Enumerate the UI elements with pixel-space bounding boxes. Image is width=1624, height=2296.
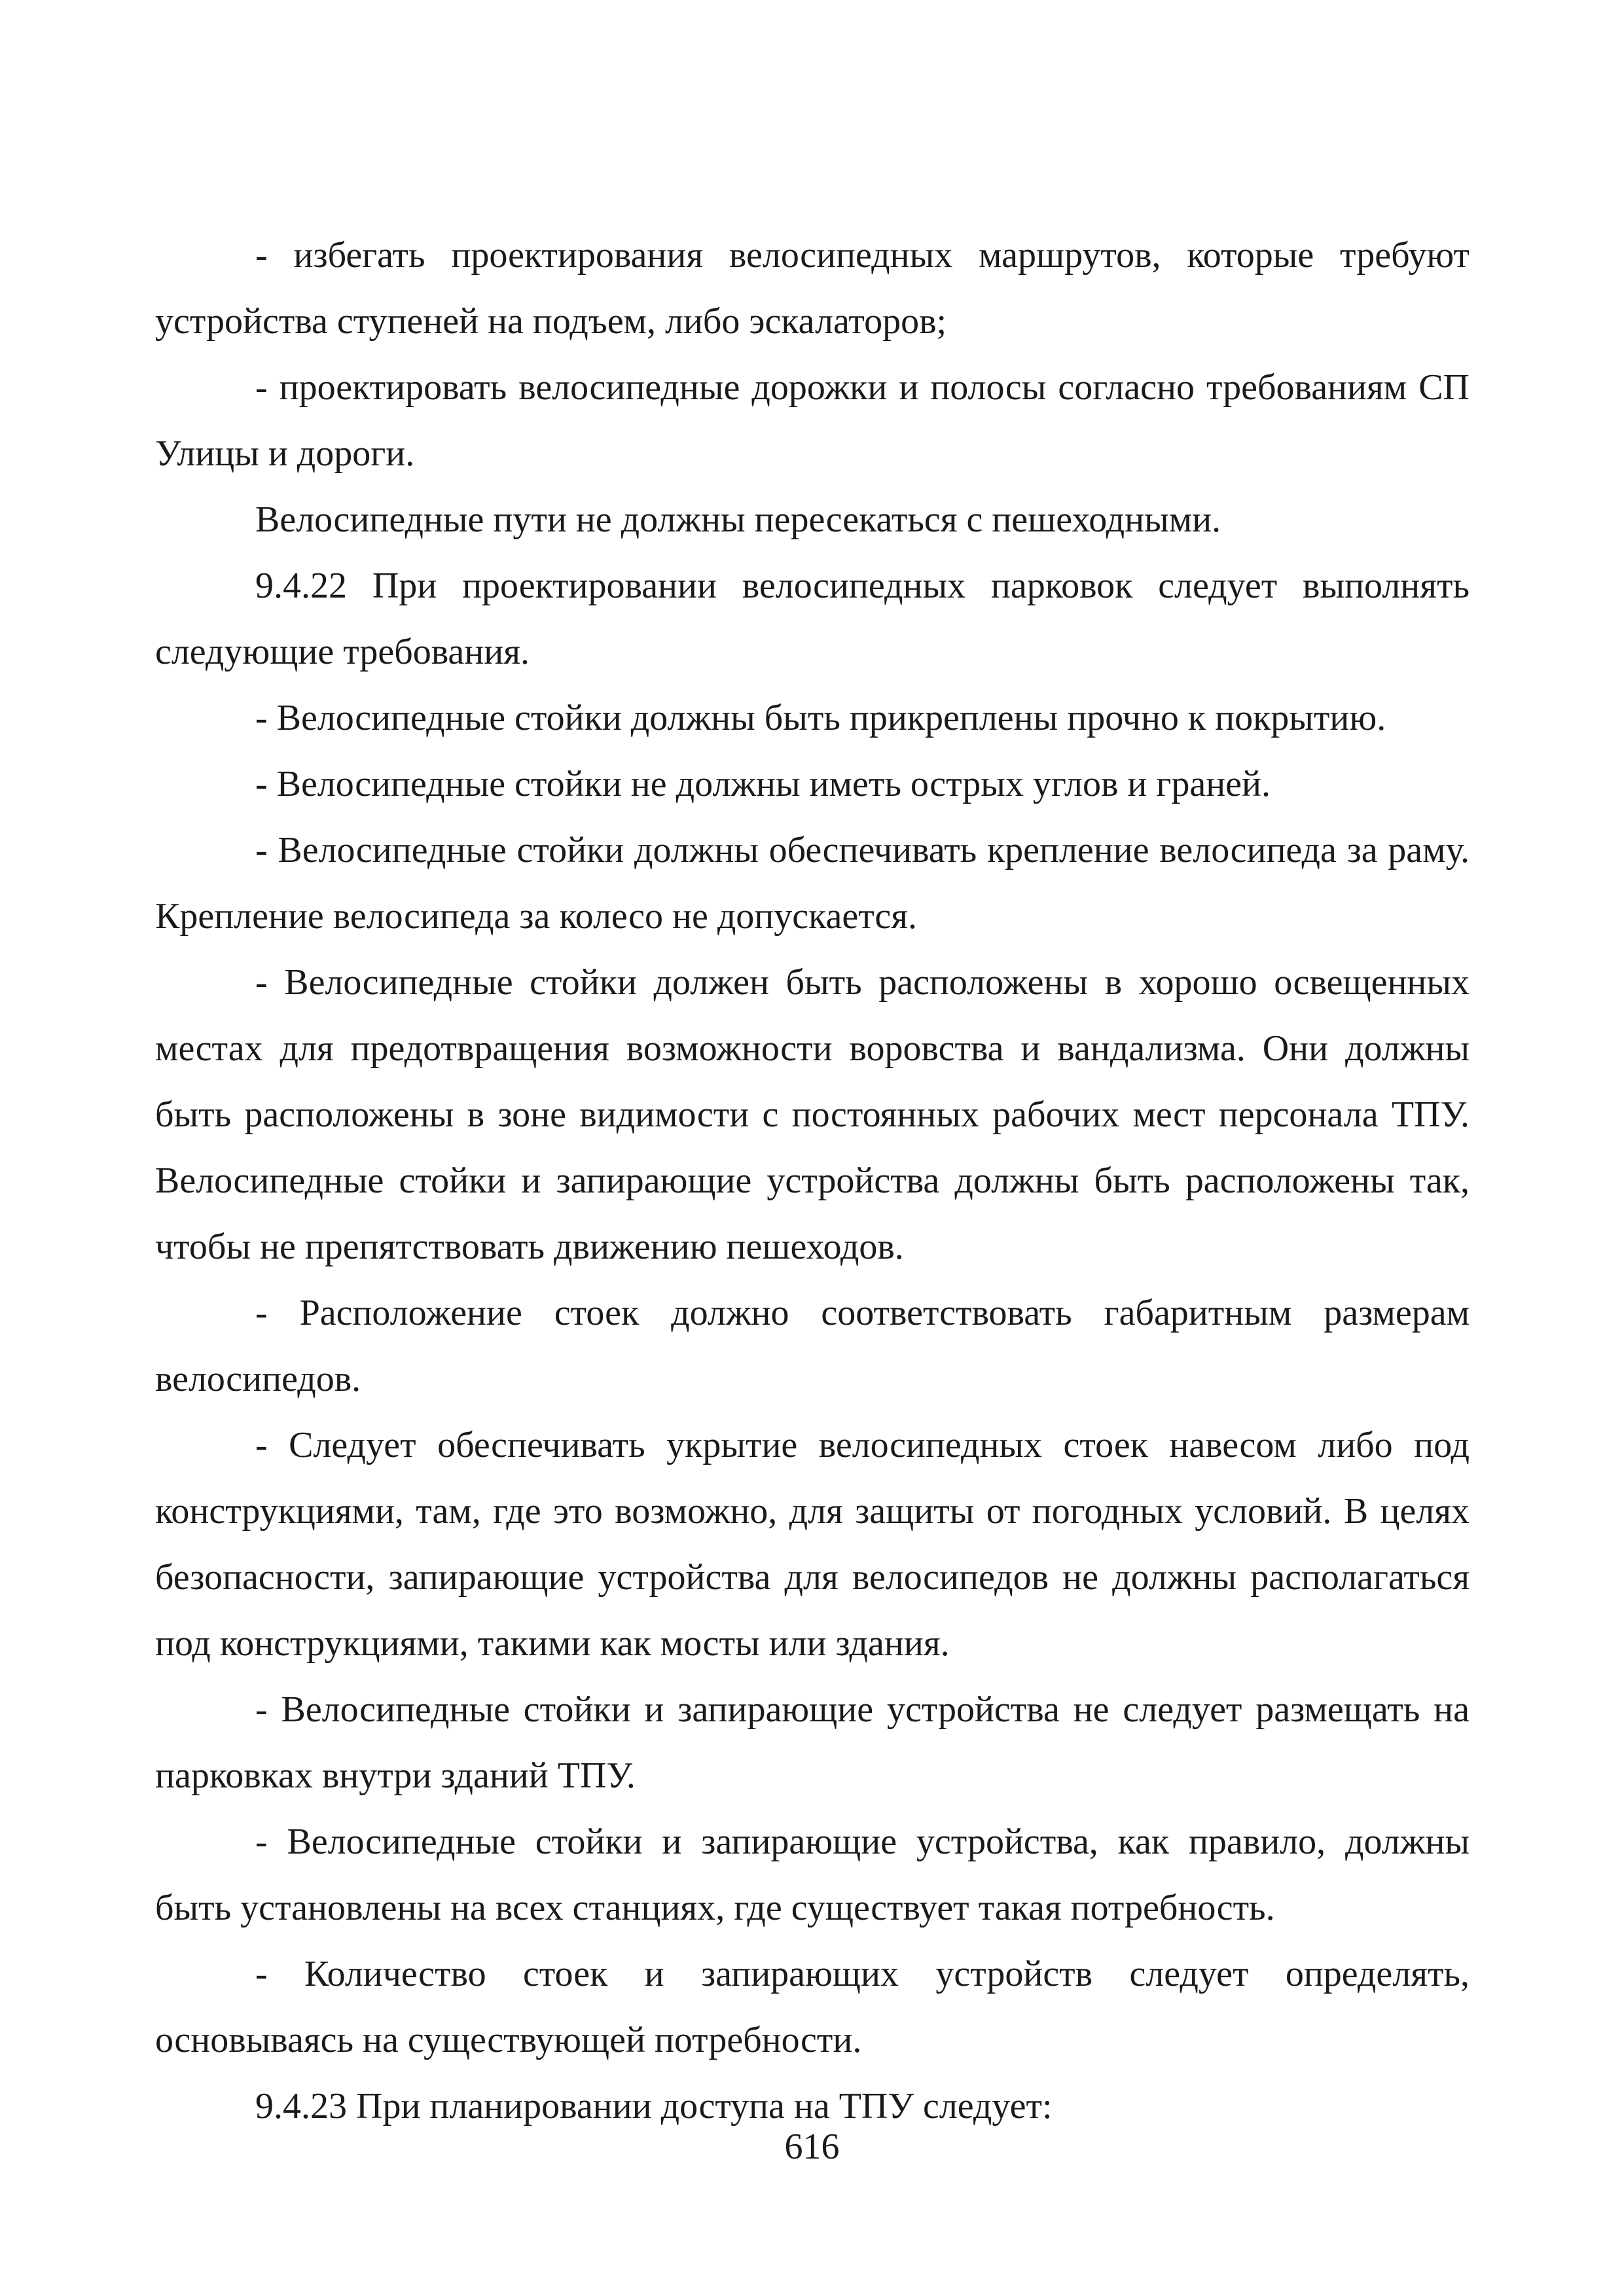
paragraph: - избегать проектирования велосипедных маршрутов, которые требуют устройства ступеней на подъем, либо эскалаторов; [155,235,1470,342]
paragraph: - Велосипедные стойки и запирающие устройства, как правило, должны быть установлены на всех станциях, где существует такая потребность. [155,1821,1470,1928]
page-body [155,223,1470,2140]
paragraph: - Следует обеспечивать укрытие велосипедных стоек навесом либо под конструкциями, там, где это возможно, для защиты от погодных условий. В целях безопасности, запирающие устройства для велосипедов не должны располагаться под конструкциями, такими как мосты или здания. [155,1425,1470,1664]
paragraph: - проектировать велосипедные дорожки и полосы согласно требованиям СП Улицы и дороги. [155,367,1470,474]
paragraph: Велосипедные пути не должны пересекаться с пешеходными. [255,499,1221,540]
paragraph: - Велосипедные стойки должен быть расположены в хорошо освещенных местах для предотвращения возможности воровства и вандализма. Они должны быть расположены в зоне видимости с постоянных рабочих мест персонала ТПУ. Велосипедные стойки и запирающие устройства должны быть расположены так, чтобы не препятствовать движению пешеходов. [155,962,1470,1267]
paragraph: 9.4.23 При планировании доступа на ТПУ следует: [255,2086,1053,2126]
page-number: 616 [784,2126,840,2167]
paragraph: - Велосипедные стойки не должны иметь острых углов и граней. [255,764,1271,804]
paragraph: - Расположение стоек должно соответствовать габаритным размерам велосипедов. [155,1293,1470,1399]
paragraph: - Велосипедные стойки должны быть прикреплены прочно к покрытию. [255,698,1386,738]
paragraph: - Велосипедные стойки должны обеспечивать крепление велосипеда за раму. Крепление велосипеда за колесо не допускается. [155,830,1470,937]
paragraph: - Велосипедные стойки и запирающие устройства не следует размещать на парковках внутри зданий ТПУ. [155,1689,1470,1796]
paragraph: 9.4.22 При проектировании велосипедных парковок следует выполнять следующие требования. [155,565,1470,672]
paragraph: - Количество стоек и запирающих устройств следует определять, основываясь на существующей потребности. [155,1954,1470,2060]
